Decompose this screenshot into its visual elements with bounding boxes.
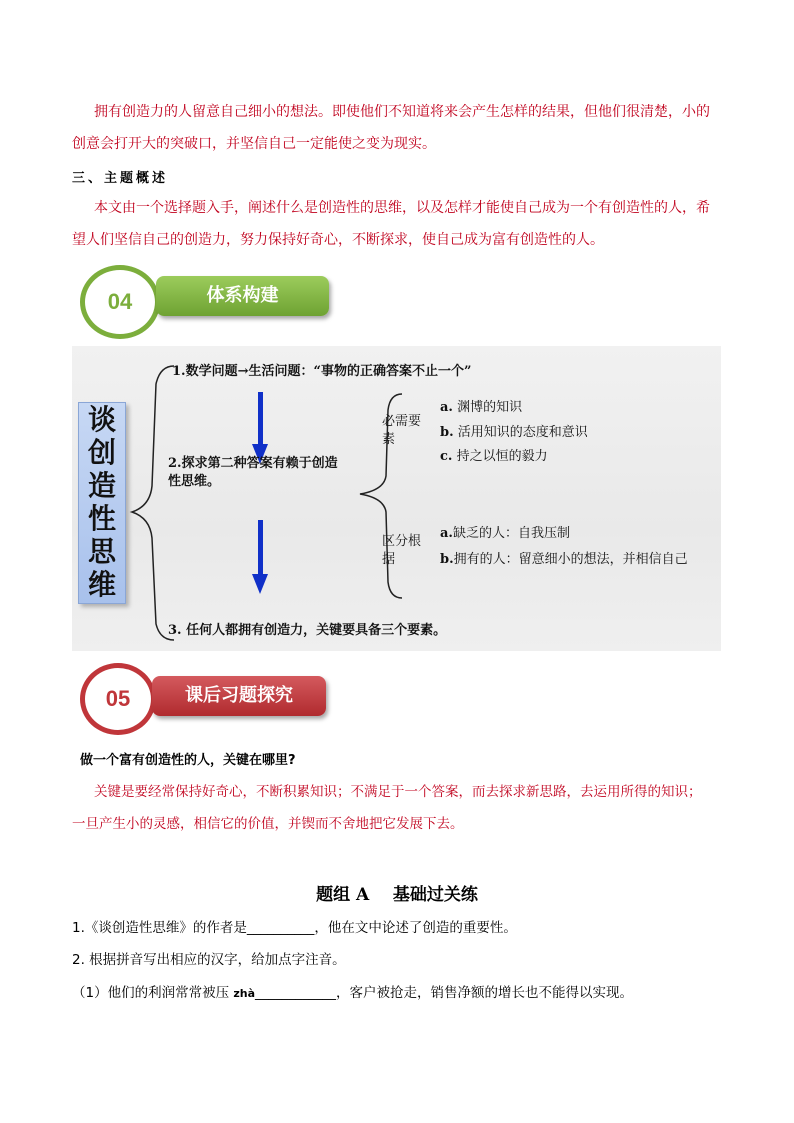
down-arrow — [258, 520, 263, 578]
question-2: 2. 根据拼音写出相应的汉字，给加点字注音。 — [72, 952, 346, 968]
question-1: 1.《谈创造性思维》的作者是__________，他在文中论述了创造的重要性。 — [72, 920, 517, 936]
branch-2-item: a.缺乏的人：自我压制 — [440, 526, 570, 541]
diagram-title-box — [78, 402, 126, 604]
group-title: 题组 A 基础过关练 — [316, 885, 478, 905]
branch-1-item: b. 活用知识的态度和意识 — [440, 425, 588, 440]
title-char: 性 — [87, 502, 116, 535]
branch-1-label-line2: 素 — [382, 432, 396, 447]
title-char: 维 — [87, 568, 116, 601]
section-04-title: 体系构建 — [156, 276, 329, 316]
branch-2-item: b.拥有的人：留意细小的想法，并相信自己 — [440, 552, 688, 567]
section-05-number: 05 — [80, 663, 156, 735]
exercise-answer-line2: 一旦产生小的灵感，相信它的价值，并锲而不舍地把它发展下去。 — [72, 816, 464, 832]
branch-1-item: a. 渊博的知识 — [440, 400, 523, 415]
branch-1-item: c. 持之以恒的毅力 — [440, 449, 548, 464]
diagram-item-2-line2: 性思维。 — [168, 474, 221, 489]
concept-diagram — [72, 346, 721, 651]
section-04-number: 04 — [80, 265, 160, 339]
diagram-item-3: 3. 任何人都拥有创造力，关键要具备三个要素。 — [168, 623, 447, 638]
title-char: 思 — [87, 535, 116, 568]
pinyin: zhà — [233, 987, 256, 1000]
exercise-question: 做一个富有创造性的人，关键在哪里? — [80, 753, 296, 768]
intro-para2-line2: 望人们坚信自己的创造力，努力保持好奇心，不断探求，使自己成为富有创造性的人。 — [72, 232, 604, 248]
diagram-item-1: 1.数学问题→生活问题：“事物的正确答案不止一个” — [172, 364, 472, 379]
branch-1-label-line1: 必需要 — [382, 414, 422, 429]
diagram-item-2-line1: 2.探求第二种答案有赖于创造 — [168, 456, 338, 471]
title-char: 造 — [87, 469, 116, 502]
title-char: 谈 — [87, 403, 116, 436]
title-char: 创 — [87, 436, 116, 469]
section-05-title: 课后习题探究 — [152, 676, 326, 716]
down-arrow — [258, 392, 263, 448]
exercise-answer-line1: 关键是要经常保持好奇心，不断积累知识；不满足于一个答案，而去探求新思路，去运用所得的知识； — [94, 784, 702, 800]
intro-para2-line1: 本文由一个选择题入手，阐述什么是创造性的思维，以及怎样才能使自己成为一个有创造性的人，希 — [94, 200, 710, 216]
section-heading-3: 三、主题概述 — [72, 171, 169, 186]
down-arrow-head — [252, 574, 268, 594]
answer-blank[interactable]: ____________ — [255, 985, 337, 1001]
question-2-1: （1）他们的利润常常被压 zhà____________，客户被抢走，销售净额的增长也不能得以实现。 — [72, 985, 634, 1001]
intro-para1-line2: 创意会打开大的突破口，并坚信自己一定能使之变为现实。 — [72, 136, 436, 152]
branch-2-label-line2: 据 — [382, 552, 396, 567]
intro-para1-line1: 拥有创造力的人留意自己细小的想法。即使他们不知道将来会产生怎样的结果，但他们很清楚，小的 — [94, 104, 710, 120]
branch-2-label-line1: 区分根 — [382, 534, 422, 549]
main-brace — [124, 356, 234, 646]
